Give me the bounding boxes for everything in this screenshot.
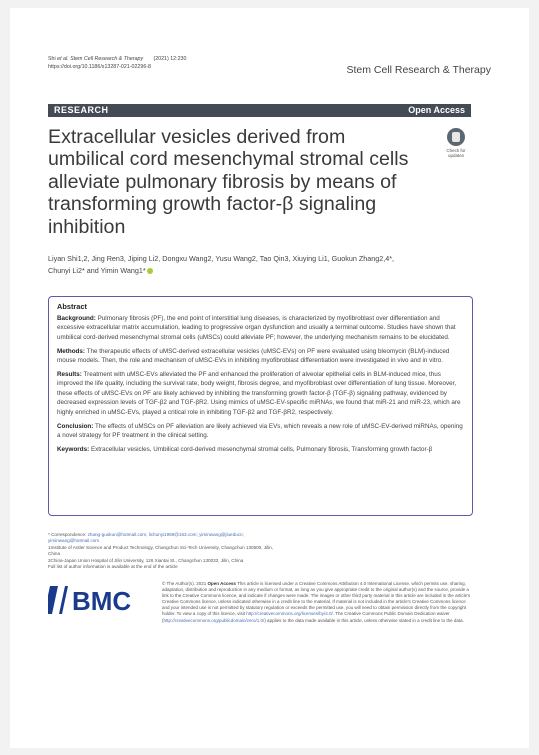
- crossmark-label: Check for updates: [446, 148, 466, 158]
- journal-name: Stem Cell Research & Therapy: [346, 64, 491, 76]
- orcid-icon[interactable]: [147, 268, 153, 274]
- license-body-2: . The Creative Commons Public Domain Dedication waiver (: [162, 611, 450, 623]
- background-label: Background:: [57, 315, 96, 322]
- check-for-updates-badge[interactable]: [441, 128, 471, 168]
- results-text: Treatment with uMSC-EVs alleviated the PF and enhanced the proliferation of alveolar epithelial cells in BLM-induced mice, thus improved the life quality, including the survival rate, body weight, fibrosis degree, and myofibroblast over differentiation of lung tissue. Moreover, these effects of uMSC-EVs on PF are likely achieved by inhibiting the transforming growth factor-β (TGF-β) signaling pathway, evidenced by decreased expression levels of TGF-β2 and TGF-βR2. Using mimics of uMSC-EV-specific miRNAs, we found that miR-21 and miR-23, which are highly enriched in uMSC-EVs, played a critical role in inhibiting TGF-β2 and TGF-βR2, respectively.: [57, 371, 461, 416]
- license-body-3: ) applies to the data made available in this article, unless otherwise stated in a credit line to the data.: [264, 617, 464, 623]
- abstract-methods: [57, 347, 464, 366]
- open-access-statement: Open Access: [207, 581, 236, 586]
- background-text: Pulmonary fibrosis (PF), the end point of interstitial lung diseases, is characterized by myofibroblast over differentiation and excessive extracellular matrix accumulation, leading to progressive organ dysfunction and usually a terminal outcome. Studies have shown that umbilical cord-derived mesenchymal stromal cells (uMSCs) could alleviate PF; however, the underlying mechanism remains to be elucidated.: [57, 315, 456, 341]
- license-link-1[interactable]: http://creativecommons.org/licenses/by/4.0/: [246, 611, 333, 617]
- authors-line-2: Chunyi Li2* and Yimin Wang1*: [48, 265, 146, 275]
- abstract-background: [57, 314, 464, 342]
- full-list-note: Full list of author information is available at the end of the article: [48, 564, 178, 570]
- doi-link[interactable]: https://doi.org/10.1186/s13287-021-02296-8: [48, 64, 151, 70]
- license-link-2[interactable]: http://creativecommons.org/publicdomain/zero/1.0/: [163, 617, 265, 623]
- keywords-text: Extracellular vesicles, Umbilical cord-derived mesenchymal stromal cells, Pulmonary fibrosis, Transforming growth factor-β: [90, 445, 433, 453]
- bmc-logo-text: BMC: [72, 586, 132, 616]
- citation-details: (2021) 12:230: [153, 56, 187, 62]
- keywords-label: Keywords:: [57, 445, 90, 453]
- license-body: This article is licensed under a Creative Commons Attribution 4.0 International License, which permits use, sharing, adaptation, distribution and reproduction in any medium or format, as long as you give appropriate credit to the original author(s) and the source, provide a link to the Creative Commons licence, and indicate if changes were made. The images or other third party material in this article are included in the article's Creative Commons licence, unless indicated otherwise in a credit line to the material. If material is not included in the article's Creative Commons licence and your intended use is not permitted by statutory regulation or exceeds the permitted use, you will need to obtain permission directly from the copyright holder. To view a copy of this licence, visit: [162, 581, 471, 617]
- crossmark-icon: [447, 128, 465, 146]
- citation-etal: et al.: [57, 56, 69, 62]
- bmc-logo: [48, 580, 143, 620]
- author-list: [48, 253, 473, 276]
- article-title: Extracellular vesicles derived from umbilical cord mesenchymal stromal cells alleviate pulmonary fibrosis by means of transforming growth factor-β signaling inhibition: [48, 126, 409, 238]
- correspondence-emails[interactable]: zhang-guokun@hotmail.com; lichunyi1959@163.com; yiminwang@jlueducn; yiminwang@hotmail.com: [48, 532, 244, 544]
- affiliation-1: 1Institute of Antler Science and Product Technology, Changchun Sci-Tech University, Changchun 130600, Jilin, China: [48, 544, 273, 557]
- footnotes: [48, 532, 278, 570]
- citation-authors: Shi: [48, 56, 56, 62]
- license-text: [162, 581, 473, 624]
- conclusion-text: The effects of uMSCs on PF alleviation are likely achieved via EVs, which reveals a new role of uMSC-EV-derived miRNAs, opening a novel strategy for PF treatment in the clinical setting.: [57, 422, 463, 439]
- correspondence-label: * Correspondence:: [48, 532, 87, 537]
- abstract-box: [48, 296, 473, 516]
- abstract-results: [57, 370, 464, 417]
- abstract-keywords: [57, 445, 464, 454]
- abstract-conclusion: [57, 422, 464, 441]
- section-banner: [48, 104, 471, 117]
- citation-block: [48, 55, 288, 71]
- conclusion-label: Conclusion:: [57, 422, 94, 430]
- abstract-heading: Abstract: [57, 302, 87, 311]
- copyright: © The Author(s). 2021: [162, 581, 207, 586]
- open-access-label: Open Access: [408, 105, 465, 115]
- affiliation-2: 2China-Japan Union Hospital of Jilin University, 126 Xiantai St., Changchun 130033, Jilin, China: [48, 557, 244, 563]
- results-label: Results:: [57, 371, 82, 379]
- section-label: RESEARCH: [54, 105, 109, 115]
- authors-line-1: Liyan Shi1,2, Jing Ren3, Jiping Li2, Dongxu Wang2, Yusu Wang2, Tao Qin3, Xiuying Li1, Guokun Zhang2,4*,: [48, 254, 395, 263]
- citation-journal: Stem Cell Research & Therapy: [70, 56, 144, 62]
- methods-text: The therapeutic effects of uMSC-derived extracellular vesicles (uMSC-EVs) on PF were evaluated using bleomycin (BLM)-induced mouse models. Then, the role and mechanism of uMSC-EVs in inhibiting myofibroblast differentiation were investigated in vivo and in vitro.: [57, 347, 450, 365]
- methods-label: Methods:: [57, 347, 85, 355]
